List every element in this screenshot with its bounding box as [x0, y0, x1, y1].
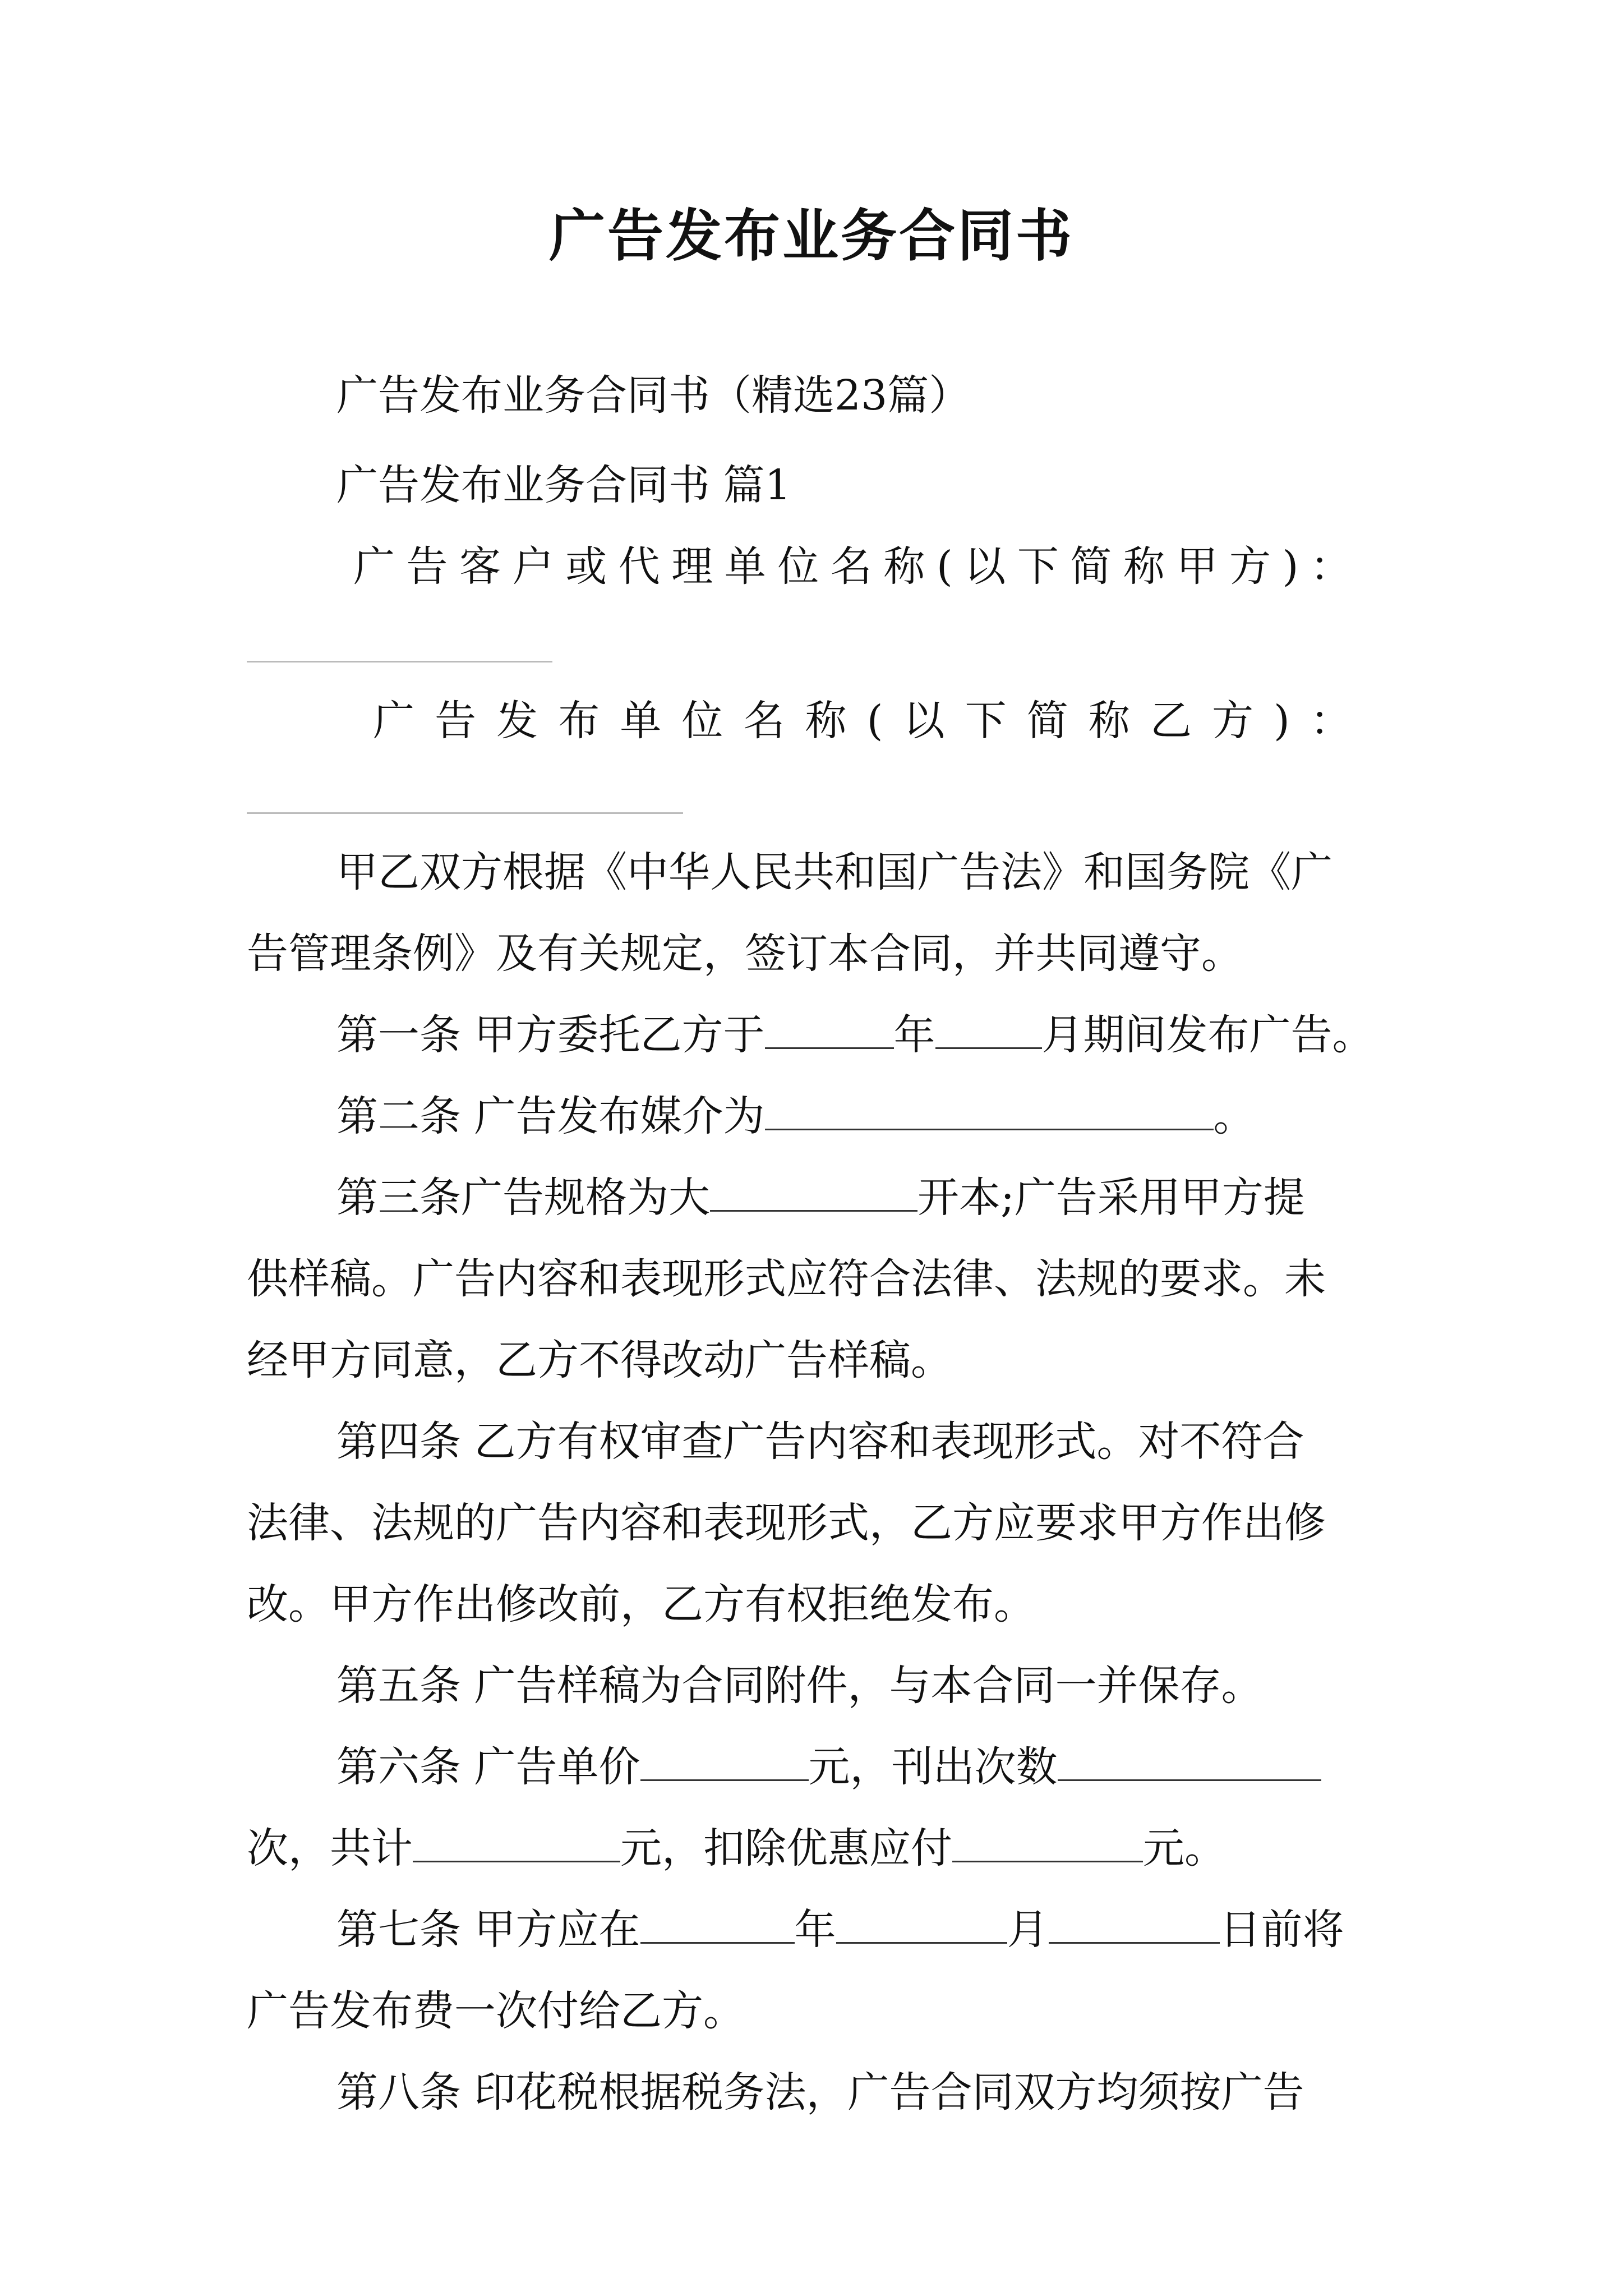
- article-7-text-b: 年: [794, 1906, 836, 1954]
- article-7-month-blank: [836, 1903, 1007, 1944]
- article-4-line-1: 第四条 乙方有权审查广告内容和表现形式。对不符合: [336, 1418, 1304, 1466]
- document-subtitle: 广告发布业务合同书（精选23篇）: [336, 371, 971, 420]
- article-3-text-b: 开本;广告采用甲方提: [917, 1174, 1305, 1222]
- article-6-due-blank: [952, 1821, 1143, 1862]
- article-7-text-d: 日前将: [1219, 1906, 1344, 1954]
- party-b-label: 广告发布单位名称(以下简称乙方)：: [373, 697, 1352, 745]
- article-7-text-c: 月: [1007, 1906, 1049, 1954]
- article-6-line-2: [247, 1820, 1391, 1876]
- article-3-line-3: 经甲方同意，乙方不得改动广告样稿。: [247, 1336, 952, 1384]
- article-2: [336, 1088, 1391, 1144]
- article-6-text-b: 元，刊出次数: [808, 1743, 1058, 1791]
- article-6-text-c: 次，共计: [247, 1824, 413, 1872]
- article-4-line-2: 法律、法规的广告内容和表现形式，乙方应要求甲方作出修: [247, 1499, 1326, 1547]
- article-7-line-2: 广告发布费一次付给乙方。: [247, 1987, 745, 2035]
- article-3-line-1: [336, 1170, 1391, 1226]
- party-b-blank: [247, 812, 683, 814]
- article-1-month-blank: [935, 1008, 1042, 1049]
- article-7-day-blank: [1049, 1903, 1220, 1944]
- article-6-text-d: 元，扣除优惠应付: [620, 1824, 952, 1872]
- article-7-line-1: [336, 1902, 1391, 1958]
- article-3-text-a: 第三条广告规格为大: [336, 1174, 710, 1222]
- article-4-line-3: 改。甲方作出修改前，乙方有权拒绝发布。: [247, 1580, 1035, 1628]
- article-7-text-a: 第七条 甲方应在: [336, 1906, 640, 1954]
- article-8-line-1: 第八条 印花税根据税务法，广告合同双方均须按广告: [336, 2068, 1304, 2116]
- party-a-label: 广告客户或代理单位名称(以下简称甲方)：: [353, 542, 1352, 591]
- article-6-price-blank: [640, 1740, 809, 1781]
- article-6-text-a: 第六条 广告单价: [336, 1743, 640, 1791]
- document-title: 广告发布业务合同书: [549, 203, 1074, 269]
- article-1-text-a: 第一条 甲方委托乙方于: [336, 1011, 765, 1059]
- article-1-text-c: 月期间发布广告。: [1041, 1011, 1374, 1059]
- article-6-text-e: 元。: [1143, 1824, 1226, 1872]
- article-1: [336, 1007, 1391, 1063]
- intro-line-2: 告管理条例》及有关规定，签订本合同，并共同遵守。: [247, 930, 1243, 978]
- article-7-year-blank: [640, 1903, 795, 1944]
- article-6-total-blank: [413, 1821, 620, 1862]
- article-6-count-blank: [1058, 1740, 1321, 1781]
- party-a-blank: [247, 661, 552, 662]
- intro-line-1: 甲乙双方根据《中华人民共和国广告法》和国务院《广: [336, 848, 1332, 896]
- article-2-media-blank: [765, 1089, 1214, 1130]
- article-2-text-a: 第二条 广告发布媒介为: [336, 1092, 765, 1140]
- article-5: 第五条 广告样稿为合同附件，与本合同一并保存。: [336, 1662, 1263, 1710]
- article-1-text-b: 年: [893, 1011, 935, 1059]
- article-2-text-b: 。: [1213, 1092, 1255, 1140]
- article-3-line-2: 供样稿。广告内容和表现形式应符合法律、法规的要求。未: [247, 1255, 1326, 1303]
- article-6-line-1: [336, 1739, 1391, 1795]
- article-1-year-blank: [765, 1008, 894, 1049]
- section-heading: 广告发布业务合同书 篇1: [336, 461, 791, 509]
- article-3-size-blank: [710, 1171, 917, 1212]
